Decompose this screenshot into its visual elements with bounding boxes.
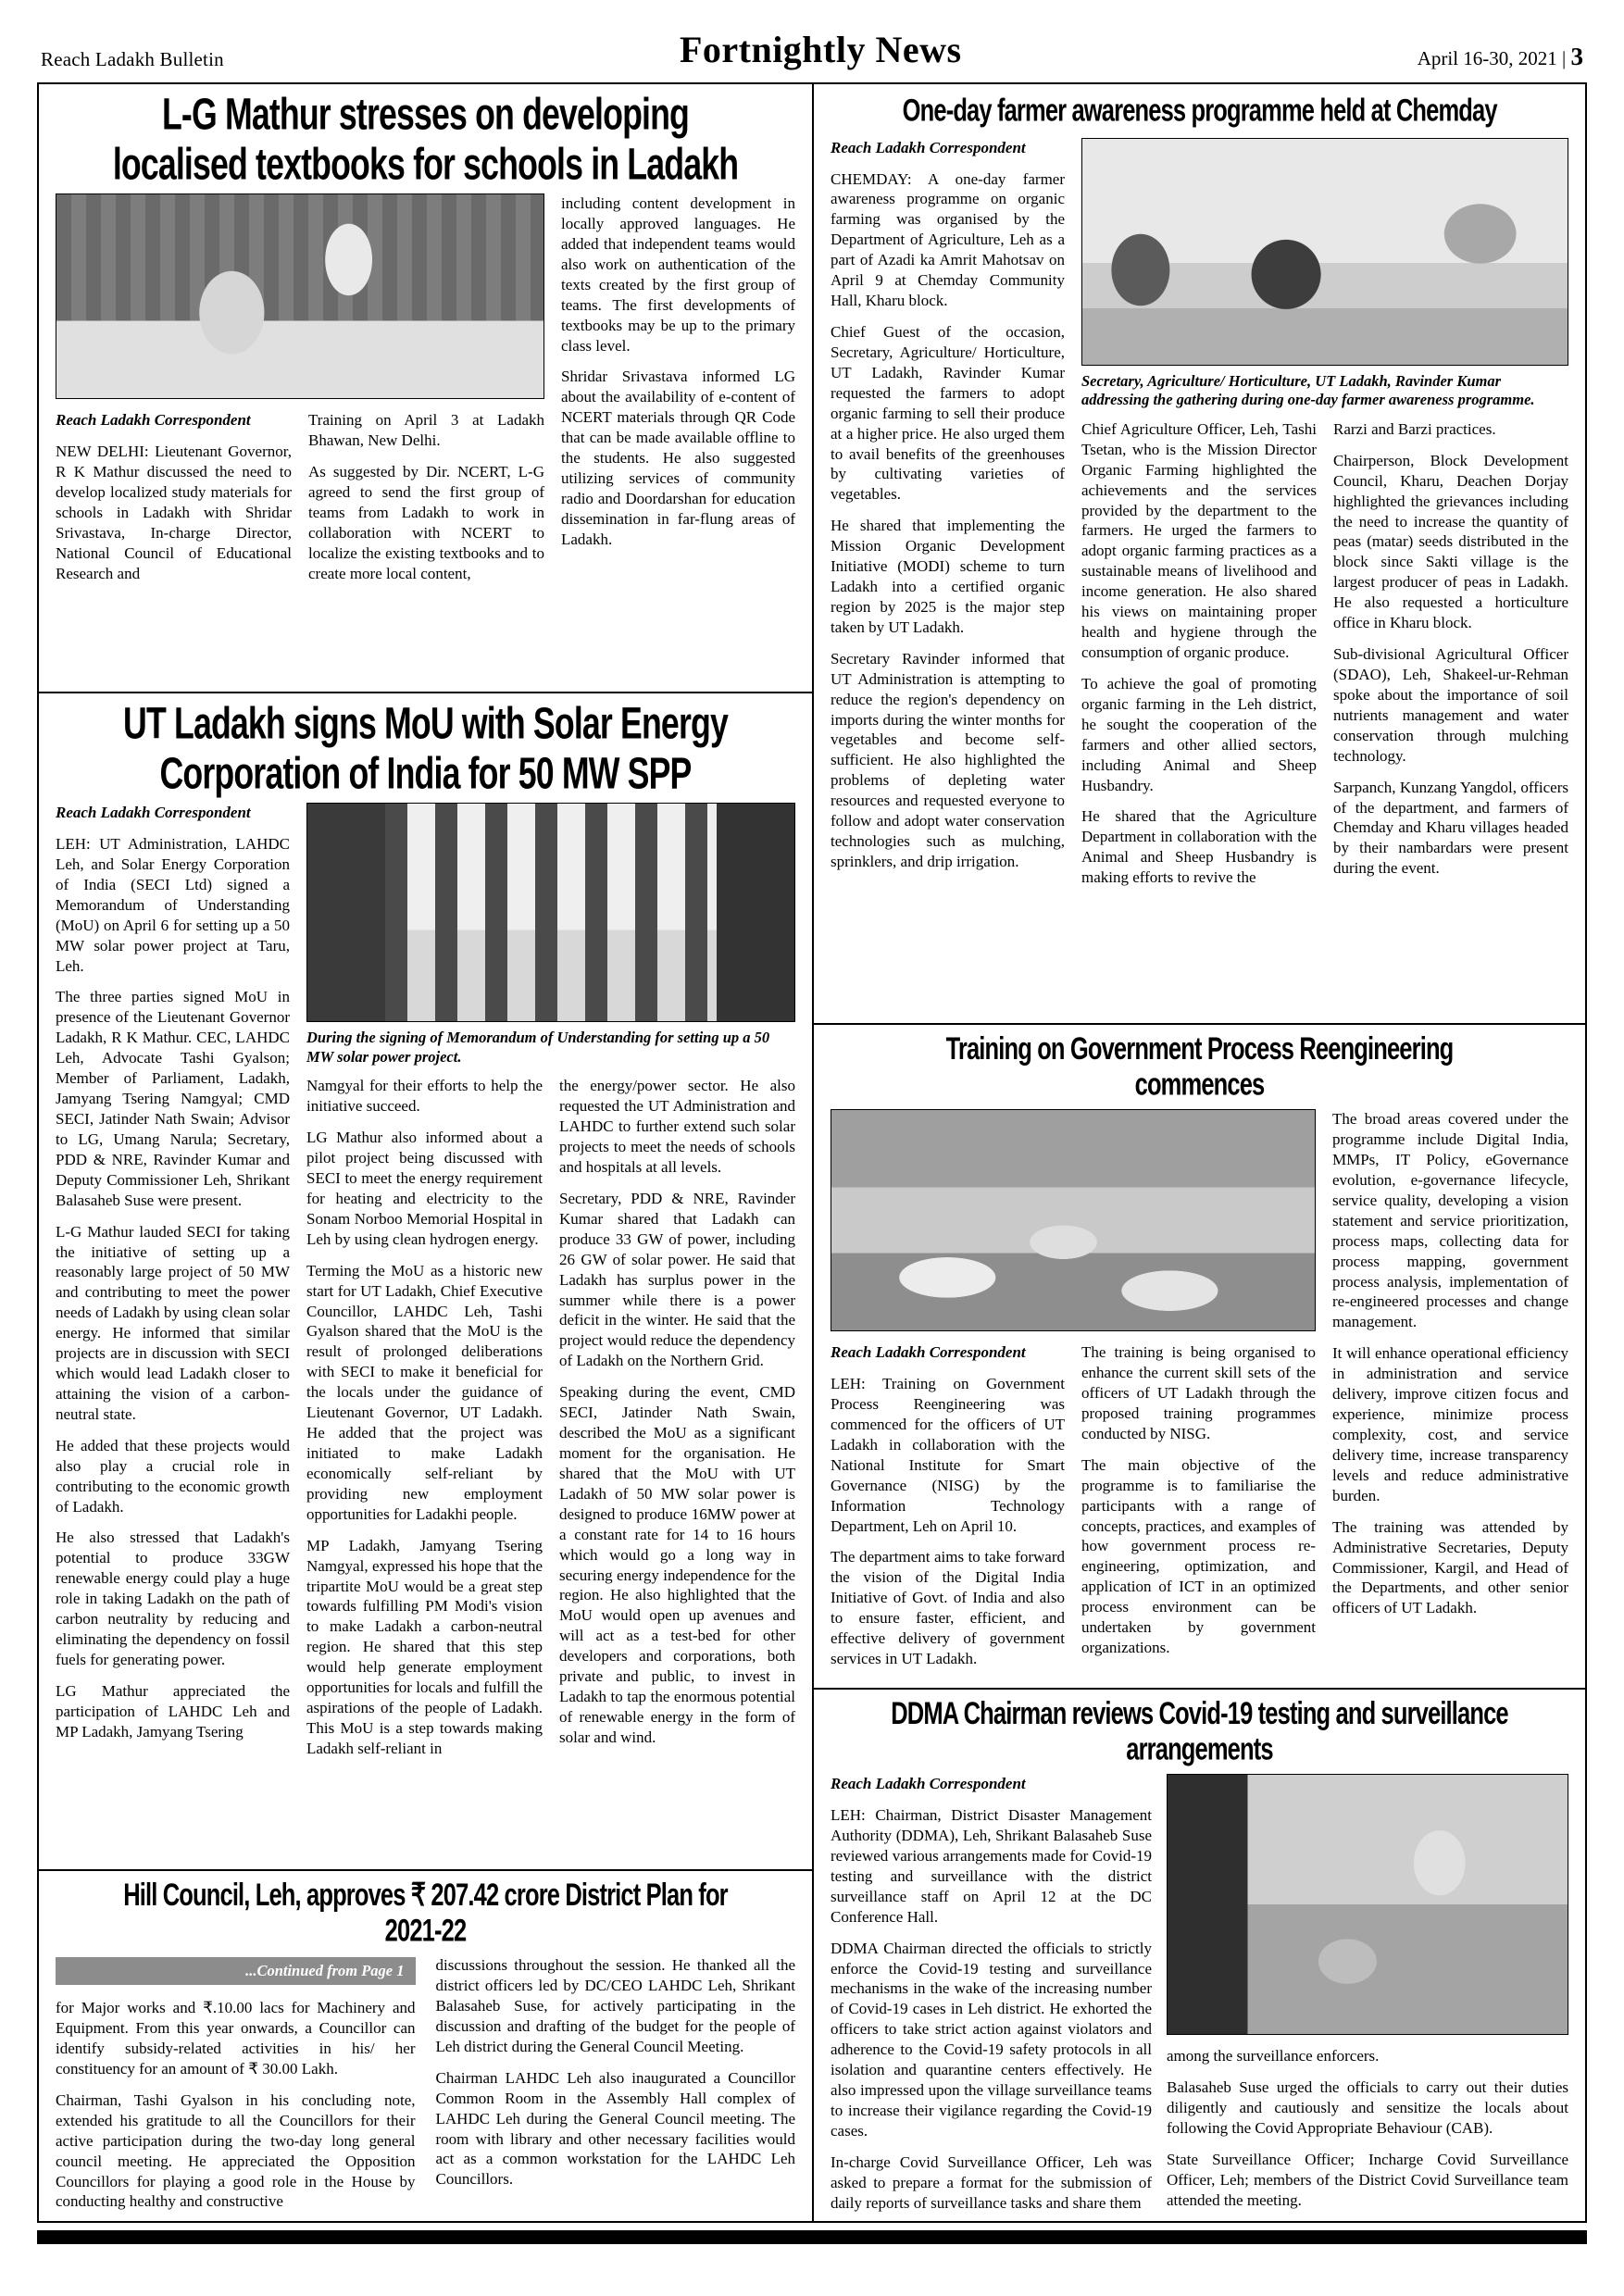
article-headline: DDMA Chairman reviews Covid-19 testing and surveillance arrangements [891, 1696, 1508, 1767]
paragraph: Sub-divisional Agricultural Officer (SDAO), Leh, Shakeel-ur-Rehman spoke about the importance of soil nutrients management and water conservation through mulching technology. [1333, 645, 1568, 765]
awareness-programme-photo [1081, 138, 1568, 366]
photo-caption: Secretary, Agriculture/ Horticulture, UT Ladakh, Ravinder Kumar addressing the gathering during one-day farmer awareness programme. [1081, 371, 1535, 409]
paragraph: The department aims to take forward the vision of the Digital India Initiative of Govt. of India and also to ensure faster, efficient, and effective delivery of government services in UT Ladakh. [831, 1548, 1065, 1668]
paragraph: Terming the MoU as a historic new start for UT Ladakh, Chief Executive Councillor, LAHDC Leh, Tashi Gyalson shared that the MoU is the result of prolonged deliberations with SECI to make it beneficial for the locals under the guidance of Lieutenant Governor, UT Ladakh. He added that the project was initiated to make Ladakh economically self-reliant by providing new employment opportunities for Ladakhi people. [306, 1261, 543, 1523]
article-headline: One-day farmer awareness programme held at Chemday [902, 93, 1497, 129]
paragraph: Shridar Srivastava informed LG about the availability of e-content of NCERT materials through QR Code that can be made available offline to the students. He also suggested utilizing services of community radio and Doordarshan for education dissemination in far-flung areas of Ladakh. [561, 368, 795, 548]
paragraph: It will enhance operational efficiency in administration and service delivery, improve citizen focus and experience, minimize process complexity, cost, and service delivery time, increase transparency levels and reduce administrative burden. [1332, 1344, 1568, 1504]
text-column [1333, 419, 1568, 899]
right-column-block [814, 84, 1585, 2221]
paragraph: L-G Mathur lauded SECI for taking the initiative of setting up a reasonably large project of 50 MW and contributing to meet the power needs of Ladakh by using clean solar energy. He informed that similar projects are in discussion with SECI which would lead Ladakh closer to attaining the vision of a carbon-neutral state. [56, 1222, 290, 1423]
page-footer-rule [37, 2230, 1587, 2244]
text-column [561, 193, 795, 594]
masthead-title: Fortnightly News [679, 29, 962, 70]
text-column [559, 1076, 795, 1770]
paragraph: Training on April 3 at Ladakh Bhawan, New Delhi. [308, 411, 544, 449]
text-column [1081, 419, 1317, 899]
paragraph: Chairperson, Block Development Council, Kharu, Deachen Dorjay highlighted the grievances including the need to increase the quantity of peas (matar) seeds distributed in the block since Sakti village is the largest producer of peas in Ladakh. He also requested a horticulture office in Kharu block. [1333, 451, 1568, 632]
article-right-cell [306, 803, 795, 1770]
paragraph: LEH: Training on Government Process Reengineering was commenced for the officers of UT Ladakh in collaboration with the National Institute for Smart Governance (NISG) by the Information Technology Department, Leh on April 10. [831, 1375, 1065, 1535]
paragraph: Speaking during the event, CMD SECI, Jatinder Nath Swain, described the MoU as a significant moment for the organisation. He shared that the MoU with UT Ladakh of 50 MW solar power is designed to produce 16MW power at a constant rate for 14 to 16 hours which would go a long way in securing energy independence for the region. He also highlighted that the MoU would open up avenues and will act as a test-bed for other developers and corporations, both private and public, to invest in Ladakh to tap the enormous potential of renewable energy in the form of solar and wind. [559, 1383, 795, 1746]
paragraph: LG Mathur also informed about a pilot project being discussed with SECI to meet the energy requirement for heating and electricity to the Sonam Norboo Memorial Hospital in Leh by using clean hydrogen energy. [306, 1129, 543, 1248]
issue-date: April 16-30, 2021 [1417, 47, 1557, 69]
article-left-cell [56, 193, 544, 594]
paragraph: He added that these projects would also play a crucial role in contributing to the economic growth of Ladakh. [56, 1436, 290, 1516]
page-content [37, 82, 1587, 2223]
byline: Reach Ladakh Correspondent [56, 804, 251, 822]
paragraph: The main objective of the programme is to familiarise the participants with a range of concepts, practices, and examples of how government process re-engineering, optimization, and application of ICT in an optimized process environment can be undertaken by government organizations. [1081, 1455, 1316, 1657]
text-column [56, 410, 292, 594]
byline: Reach Ladakh Correspondent [831, 138, 1026, 156]
paragraph: NEW DELHI: Lieutenant Governor, R K Mathur discussed the need to develop localized study materials for schools in Ladakh with Shridar Srivastava, In-charge Director, National Council of Educational Research and [56, 442, 292, 582]
article-right-cell [1167, 1774, 1568, 2221]
paragraph: CHEMDAY: A one-day farmer awareness programme on organic farming was organised by the Department of Agriculture, Leh as a part of Azadi ka Amrit Mahotsav on April 9 at Chemday Community Hall, Kharu block. [831, 169, 1065, 310]
paragraph: the energy/power sector. He also requested the UT Administration and LAHDC to further extend such solar projects to meet the needs of schools and hospitals at all levels. [559, 1077, 795, 1176]
text-column [831, 1342, 1065, 1680]
issue-info [1418, 43, 1583, 71]
text-column [56, 1955, 416, 2221]
paragraph: He also stressed that Ladakh's potential to produce 33GW renewable energy could play a huge role in taking Ladakh on the path of carbon neutrality by reducing and eliminating the dependency on fossil fuels for generating power. [56, 1529, 290, 1669]
text-column [308, 410, 544, 594]
paragraph: among the surveillance enforcers. [1167, 2047, 1380, 2065]
paragraph: He shared that implementing the Mission Organic Development Initiative (MODI) scheme to turn Ladakh into a certified organic region by 2025 is the major step taken by UT Ladakh. [831, 517, 1065, 636]
paragraph: In-charge Covid Surveillance Officer, Leh was asked to prepare a format for the submission of daily reports of surveillance tasks and share them [831, 2152, 1152, 2212]
paragraph: Balasaheb Suse urged the officials to carry out their duties diligently and cautiously and sensitize the locals about following the Covid Appropriate Behaviour (CAB). [1167, 2078, 1568, 2137]
covid-meeting-photo [1167, 1774, 1568, 2035]
paragraph: Chairman, Tashi Gyalson in his concluding note, extended his gratitude to all the Councillors for their active participation during the two-day long general council meeting. He appreciated the Opposition Councillors for playing a good role in the House by conducting healthy and constructive [56, 2090, 416, 2211]
photo-caption: During the signing of Memorandum of Understanding for setting up a 50 MW solar power project. [306, 1029, 770, 1066]
byline: Reach Ladakh Correspondent [831, 1343, 1026, 1362]
paragraph: MP Ladakh, Jamyang Tsering Namgyal, expressed his hope that the tripartite MoU would be a great step towards fulfilling PM Modi's vision to make Ladakh a carbon-neutral region. He shared that this step would help generate employment opportunities for locals and fulfill the aspirations of the people of Ladakh. This MoU is a step towards making Ladakh self-reliant in [306, 1536, 543, 1757]
article-solar-mou [39, 692, 812, 1869]
masthead [37, 0, 1587, 82]
paragraph: including content development in locally approved languages. He added that independent teams would also work on authentication of the texts created by the first group of teams. The first developments of textbooks may be up to the primary class level. [561, 194, 795, 355]
article-district-plan [39, 1869, 812, 2221]
article-headline: Hill Council, Leh, approves ₹ 207.42 crore District Plan for 2021-22 [123, 1878, 728, 1949]
paragraph: Chairman LAHDC Leh also inaugurated a Councillor Common Room in the Assembly Hall complex of LAHDC Leh during the General Council meeting. The room with library and other necessary facilities would act as a common workstation for the LAHDC Leh Councillors. [435, 2068, 795, 2189]
paragraph: DDMA Chairman directed the officials to strictly enforce the Covid-19 testing and surveillance mechanisms in the wake of the increasing number of Covid-19 cases in Leh district. He exhorted the officers to take strict action against violators and adherence to the Covid-19 safety protocols in all isolation and quarantine centers effectively. He also impressed upon the village surveillance teams to increase their vigilance regarding the Covid-19 cases. [831, 1939, 1152, 2140]
paragraph: Secretary Ravinder informed that UT Administration is attempting to reduce the region's dependency on imports during the winter months for vegetables and become self-sufficient. He also highlighted the problems of depleting water resources and requested everyone to follow and adopt water conservation technologies such as mulching, sprinklers, and drip irrigation. [831, 649, 1065, 871]
text-column [436, 1955, 796, 2221]
byline: Reach Ladakh Correspondent [56, 411, 251, 430]
article-textbooks [39, 84, 812, 692]
article-headline: UT Ladakh signs MoU with Solar Energy Corporation of India for 50 MW SPP [123, 698, 728, 798]
left-column-block [39, 84, 814, 2221]
byline: Reach Ladakh Correspondent [831, 1775, 1026, 1793]
paragraph: The three parties signed MoU in presence of the Lieutenant Governor Ladakh, R K Mathur. CEC, LAHDC Leh, Advocate Tashi Gyalson; Member of Parliament, Ladakh, Jamyang Tsering Namgyal; CMD SECI, Jatinder Nath Swain; Advisor to LG, Umang Narula; Secretary, PDD & NRE, Ravinder Kumar and Deputy Commissioner Leh, Shrikant Balasaheb Suse were present. [56, 988, 290, 1209]
text-column [831, 138, 1065, 900]
paragraph: He shared that the Agriculture Department in collaboration with the Animal and Sheep Husbandry is making efforts to revive the [1081, 807, 1317, 887]
paragraph: LG Mathur appreciated the participation of LAHDC Leh and MP Ladakh, Jamyang Tsering [56, 1681, 290, 1741]
article-headline: L-G Mathur stresses on developing localised textbooks for schools in Ladakh [112, 89, 739, 189]
paragraph: State Surveillance Officer; Incharge Covid Surveillance Officer, Leh; members of the District Covid Surveillance team attended the meeting. [1167, 2150, 1568, 2209]
article-left-cell [831, 1109, 1316, 1680]
paragraph: Chief Agriculture Officer, Leh, Tashi Tsetan, who is the Mission Director Organic Farming highlighted the achievements and the services provided by the department to the farmers. He urged the farmers to adopt organic farming practices as a sustainable means of livelihood and income generation. He also shared his views on maintaining proper health and hygiene through the consumption of organic produce. [1081, 419, 1317, 661]
continued-from-tag: ...Continued from Page 1 [56, 1957, 416, 1985]
text-column [56, 803, 290, 1770]
article-gpr-training [814, 1023, 1585, 1688]
paragraph: The broad areas covered under the programme include Digital India, MMPs, IT Policy, eGovernance evolution, e-governance lifecycle, service quality, developing a vision statement and service prioritization, process maps, collecting data for process mapping, government process analysis, implementation of re-engineered processes and change management. [1332, 1110, 1568, 1331]
text-column [831, 1774, 1152, 2221]
paragraph: Rarzi and Barzi practices. [1333, 419, 1496, 438]
paragraph: The training is being organised to enhance the current skill sets of the officers of UT Ladakh through the proposed training programmes conducted by NISG. [1081, 1343, 1316, 1442]
paragraph: Chief Guest of the occasion, Secretary, Agriculture/ Horticulture, UT Ladakh, Ravinder Kumar requested the farmers to adopt organic farming to sell their produce at a higher price. He also urged them to avail benefits of the greenhouses by cultivating varieties of vegetables. [831, 322, 1065, 504]
paragraph: Namgyal for their efforts to help the initiative succeed. [306, 1077, 543, 1116]
training-session-photo [831, 1109, 1316, 1331]
paragraph: LEH: Chairman, District Disaster Management Authority (DDMA), Leh, Shrikant Balasaheb Suse reviewed various arrangements made for Covid-19 testing and surveillance with the district surveillance staff on April 12 at the DC Conference Hall. [831, 1806, 1152, 1926]
article-farmer-awareness [814, 84, 1585, 1023]
text-column [306, 1076, 543, 1770]
issue-divider: | [1562, 47, 1567, 69]
article-right-cell [1081, 138, 1568, 900]
page-number: 3 [1570, 43, 1583, 70]
paragraph: LEH: UT Administration, LAHDC Leh, and Solar Energy Corporation of India (SECI Ltd) signed a Memorandum of Understanding (MoU) on April 6 for setting up a 50 MW solar power project at Taru, Leh. [56, 834, 290, 975]
paragraph: for Major works and ₹.10.00 lacs for Machinery and Equipment. From this year onwards, a Councillor can identify subsidy-related activities in his/ her constituency for an amount of ₹ 30.00 Lakh. [56, 1999, 416, 2078]
mou-signing-photo [306, 803, 795, 1022]
article-headline: Training on Government Process Reengineering commences [945, 1031, 1454, 1103]
text-column [1167, 2046, 1568, 2210]
publication-name: Reach Ladakh Bulletin [41, 48, 224, 70]
paragraph: The training was attended by Administrative Secretaries, Deputy Commissioner, Kargil, and Head of the Departments, and other senior officers of UT Ladakh. [1332, 1517, 1568, 1617]
paragraph: To achieve the goal of promoting organic farming in the Leh district, he sought the cooperation of the farmers and other allied sectors, including Animal and Sheep Husbandry. [1081, 674, 1317, 794]
text-column [1332, 1109, 1568, 1680]
meeting-room-photo [56, 193, 544, 399]
article-covid-review [814, 1688, 1585, 2221]
paragraph: discussions throughout the session. He thanked all the district officers led by DC/CEO LAHDC Leh, Shrikant Balasaheb Suse, for actively participating in the discussion and drafting of the budget for the people of Leh district during the General Council Meeting. [435, 1956, 795, 2055]
paragraph: Sarpanch, Kunzang Yangdol, officers of the department, and farmers of Chemday and Kharu villages headed by their nambardars were present during the event. [1333, 778, 1568, 878]
text-column [1081, 1342, 1316, 1680]
paragraph: As suggested by Dir. NCERT, L-G agreed to send the first group of teams from Ladakh to work in collaboration with NCERT to localize the existing textbooks and to create more local content, [308, 462, 544, 582]
paragraph: Secretary, PDD & NRE, Ravinder Kumar shared that Ladakh can produce 33 GW of power, including 26 GW of solar power. He said that Ladakh has surplus power in the summer while there is a power deficit in the winter. He said that the project would reduce the dependency of Ladakh on the Northern Grid. [559, 1189, 795, 1370]
